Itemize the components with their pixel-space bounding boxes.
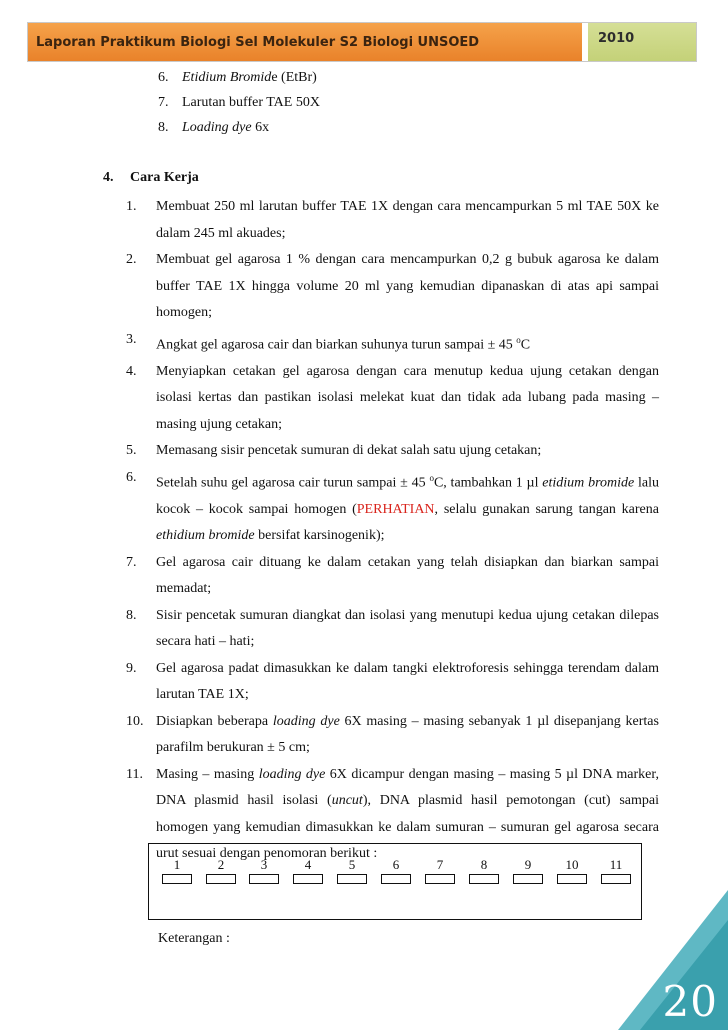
step-text: Masing – masing	[156, 766, 259, 782]
procedure-step	[126, 550, 659, 603]
step-number: 2.	[126, 252, 137, 267]
procedure-step	[126, 194, 659, 247]
procedure-step	[126, 359, 659, 439]
gel-well	[162, 874, 192, 884]
degree-symbol: o	[516, 334, 521, 345]
gel-well	[469, 874, 499, 884]
well-label: 9	[524, 857, 532, 872]
step-number: 4.	[126, 363, 137, 379]
step-text: C, tambahkan 1 µl	[433, 475, 543, 491]
step-text: Gel agarosa padat dimasukkan ke dalam tangki elektroforesis sehingga terendam dalam larutan TAE 1X;	[156, 660, 659, 703]
step-text: Membuat 250 ml larutan buffer TAE 1X dengan cara mencampurkan 5 ml TAE 50X ke dalam 245 ml akuades;	[156, 199, 659, 241]
step-number: 11.	[126, 766, 143, 782]
step-text: Angkat gel agarosa cair dan biarkan suhunya turun sampai ± 45	[156, 337, 517, 353]
procedure-step	[126, 327, 659, 359]
material-text: 6x	[251, 120, 270, 135]
page-header	[27, 22, 697, 62]
well-label: 2	[217, 857, 225, 872]
step-text-end: C	[520, 337, 531, 353]
procedure-step	[126, 465, 659, 550]
well-label: 5	[348, 857, 356, 872]
gel-diagram	[148, 843, 642, 920]
well-label: 11	[609, 857, 623, 872]
section-number: 4.	[103, 170, 114, 185]
page-number: 20	[662, 977, 718, 1026]
step-italic: uncut	[331, 793, 363, 809]
well-label: 4	[304, 857, 312, 872]
step-text: Memasang sisir pencetak sumuran di dekat salah satu ujung cetakan;	[156, 443, 542, 459]
material-italic: Etidium Bromid	[182, 70, 272, 85]
step-number: 3.	[126, 331, 137, 347]
step-text: , selalu gunakan sarung tangan karena	[434, 501, 659, 517]
warning-label: PERHATIAN	[356, 501, 435, 517]
degree-symbol: o	[429, 472, 434, 483]
step-text: Setelah suhu gel agarosa cair turun sampai ± 45	[156, 475, 430, 491]
well-label: 10	[565, 857, 579, 872]
keterangan-label: Keterangan :	[158, 931, 230, 946]
step-italic: ethidium bromide	[156, 528, 255, 544]
well-label: 6	[392, 857, 400, 872]
material-italic: Loading dye	[182, 120, 252, 135]
step-number: 8.	[126, 607, 137, 623]
step-text: lalu kocok – kocok sampai homogen (	[156, 475, 659, 517]
step-text: Membuat gel agarosa 1 % dengan cara mencampurkan 0,2 g bubuk agarosa ke dalam buffer TAE 1X hingga volume 20 ml yang kemudian dipanaskan di atas api sampai homogen;	[156, 252, 659, 320]
step-number: 9.	[126, 660, 137, 676]
step-number: 6.	[126, 469, 137, 485]
header-year: 2010	[588, 23, 696, 61]
header-title: Laporan Praktikum Biologi Sel Molekuler S2 Biologi UNSOED	[28, 23, 588, 61]
well-label: 8	[480, 857, 488, 872]
well-label: 3	[260, 857, 268, 872]
step-text: 6X masing – masing sebanyak 1 µl disepanjang kertas parafilm berukuran ± 5 cm;	[156, 713, 659, 756]
step-text: 6X dicampur dengan masing – masing 5 µl DNA marker, DNA plasmid hasil isolasi (	[156, 766, 659, 809]
well-label: 1	[173, 857, 181, 872]
step-number: 1.	[126, 199, 137, 214]
step-text: Sisir pencetak sumuran diangkat dan isolasi yang menutupi kedua ujung cetakan dilepas secara hati – hati;	[156, 607, 659, 650]
gel-well	[513, 874, 543, 884]
gel-well	[293, 874, 323, 884]
procedure-step	[126, 656, 659, 709]
procedure-step	[126, 247, 659, 327]
step-italic: loading dye	[258, 766, 326, 782]
procedure-list	[126, 194, 659, 868]
material-number: 7.	[158, 95, 169, 110]
material-text: Larutan buffer TAE 50X	[182, 95, 320, 110]
procedure-step	[126, 603, 659, 656]
step-text: Menyiapkan cetakan gel agarosa dengan cara menutup kedua ujung cetakan dengan isolasi kertas dan pastikan isolasi melekat kuat dan tidak ada lubang pada masing – masing ujung cetakan;	[156, 363, 659, 432]
section-title: Cara Kerja	[130, 170, 199, 185]
step-text: Gel agarosa cair dituang ke dalam cetakan yang telah disiapkan dan biarkan sampai memadat;	[156, 554, 659, 597]
gel-well	[425, 874, 455, 884]
step-italic: etidium bromide	[542, 475, 635, 491]
step-text: Disiapkan beberapa	[156, 713, 273, 729]
step-text: bersifat karsinogenik);	[254, 528, 385, 544]
step-number: 10.	[126, 713, 144, 729]
material-number: 8.	[158, 120, 169, 135]
well-label: 7	[436, 857, 444, 872]
procedure-step	[126, 438, 659, 465]
step-number: 7.	[126, 554, 137, 570]
step-text: ), DNA plasmid hasil pemotongan (cut) sampai homogen yang kemudian dimasukkan ke dalam sumuran – sumuran gel agarosa secara urut sesuai dengan penomoran berikut :	[156, 793, 659, 862]
material-text: e (EtBr)	[271, 70, 317, 85]
gel-well	[206, 874, 236, 884]
procedure-step	[126, 709, 659, 762]
material-number: 6.	[158, 70, 169, 85]
gel-well	[601, 874, 631, 884]
step-italic: loading dye	[272, 713, 340, 729]
gel-well	[337, 874, 367, 884]
gel-well	[381, 874, 411, 884]
step-number: 5.	[126, 443, 137, 459]
gel-well	[557, 874, 587, 884]
gel-well	[249, 874, 279, 884]
